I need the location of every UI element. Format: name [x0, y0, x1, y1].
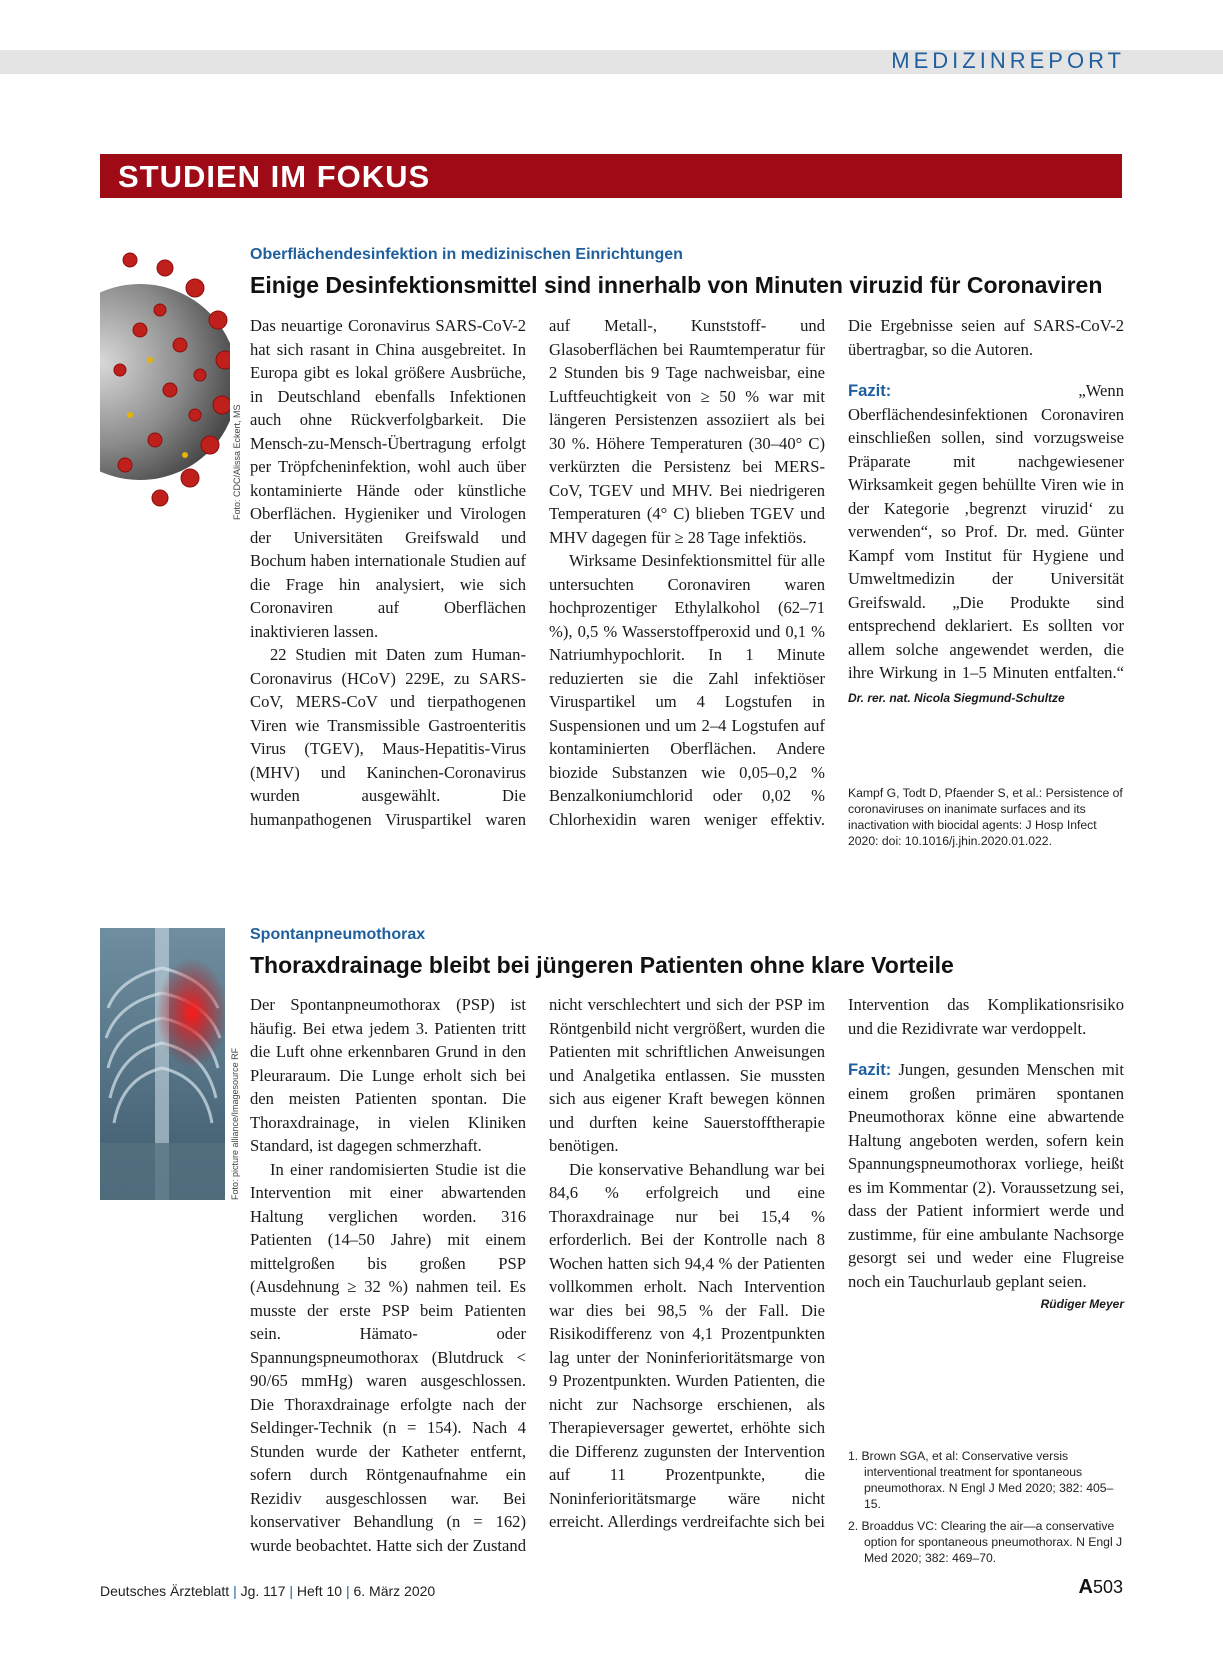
paragraph: 22 Studien mit Daten zum Human-Coronavirus (HCoV) 229E, zu SARS-CoV, MERS-CoV und tierpathogenen Viren wie Transmissible Gastroenteritis Virus (TGEV), Maus-Hepatitis-Virus (MHV) und Kaninchen-Coronavirus wurden ausgewählt. Die humanpathogenen Viruspartikel waren auf Metall-, Kunststoff- und Glasoberflächen bei Raumtemperatur für 2 Stunden bis 9 Tage nachweisbar, eine Luftfeuchtigkeit von ≥ 50 % war mit längeren Persistenzen assoziiert als bei 30 %. Höhere Temperaturen (30–40° C) verkürzten die Persistenz bei MERS-CoV, TGEV und MHV. Bei niedrigeren Temperaturen (4° C) blieben TGEV und MHV dagegen für ≥ 28 Tage infektiös.	[250, 316, 825, 829]
banner-title: STUDIEN IM FOKUS	[118, 159, 431, 194]
author: Dr. rer. nat. Nicola Siegmund-Schultze	[848, 690, 1065, 705]
article2-headline: Thoraxdrainage bleibt bei jüngeren Patienten ohne klare Vorteile	[250, 952, 954, 978]
paragraph: Der Spontanpneumothorax (PSP) ist häufig. Bei etwa jedem 3. Patienten tritt die Luft ohne erkennbaren Grund in den Pleuraraum. Die Lunge erholt sich bei den meisten Patienten spontan. Die Thoraxdrainage, in vielen Kliniken Standard, ist dagegen schmerzhaft.	[250, 995, 526, 1155]
page-number-value: 503	[1092, 1577, 1123, 1597]
paragraph: Wirksame Desinfektionsmittel für alle untersuchten Coronaviren waren hochprozentiger Ethylalkohol (62–71 %), 0,5 % Wasserstoffperoxid und 0,1 % Natriumhypochlorit. In 1 Minute reduzierten sie die Zahl infektiöser Viruspartikel um 4 Logstufen in Suspensionen und um 2–4 Logstufen auf kontaminierten Oberflächen. Andere biozide Substanzen wie 0,05–0,2 % Benzalkoniumchlorid oder 0,02 % Chlorhexidin waren weniger effektiv. Die Ergebnisse seien auf SARS-CoV-2 übertragbar, so die Autoren.	[549, 316, 1124, 829]
fazit-paragraph	[848, 379, 1124, 710]
photo-credit: Foto: CDC/Alissa Eckert, MS	[232, 404, 242, 520]
fazit-label: Fazit:	[848, 1060, 892, 1079]
article1-body	[250, 314, 1124, 852]
reference: 1. Brown SGA, et al: Conservative versis interventional treatment for spontaneous pneumothorax. N Engl J Med 2020; 382: 405–15.	[848, 1449, 1114, 1511]
fazit-label: Fazit:	[848, 381, 892, 400]
paragraph: In einer randomisierten Studie ist die Intervention mit einer abwartenden Haltung verglichen worden. 316 Patienten (14–50 Jahre) mit einem mittelgroßen bis großen PSP (Ausdehnung ≥ 32 %) nahmen teil. Es musste der erste PSP beim Patienten sein. Hämato- oder Spannungspneumothorax (Blutdruck < 90/65 mmHg) waren ausgeschlossen. Die Thoraxdrainage erfolgte nach der Seldinger-Technik (n = 154). Nach 4 Stunden wurde der Katheter entfernt, sofern durch Röntgenaufnahme ein Rezidiv ausgeschlossen war. Bei konservativer Behandlung (n = 162) wurde beobachtet. Hatte sich der Zustand nicht verschlechtert und sich der PSP im Röntgenbild nicht vergrößert, wurden die Patienten mit schriftlichen Anweisungen und Analgetika entlassen. Sie mussten sich aus eigener Kraft bewegen können und durften keine Sauerstofftherapie benötigen.	[250, 995, 825, 1555]
journal-date: 6. März 2020	[353, 1583, 436, 1599]
article1-reference	[848, 785, 1123, 855]
photo-credit: Foto: picture alliance/Imagesource RF	[230, 1047, 240, 1200]
footer: Deutsches Ärzteblatt | Jg. 117 | Heft 10 | 6. März 2020	[100, 1583, 436, 1599]
article2-kicker: Spontanpneumothorax	[250, 926, 426, 943]
paragraph: Die konservative Behandlung war bei 84,6 % erfolgreich und eine Thoraxdrainage nur bei 15,4 % erforderlich. Bei der Kontrolle nach 8 Wochen hatten sich 94,4 % der Patienten vollkommen erholt. Nach Intervention war dies bei 98,5 % der Fall. Die Risikodifferenz von 4,1 Prozentpunkten lag unter der Noninferioritätsmarge von 9 Prozentpunkten. Wurden Patienten, die nicht zur Nachsorge erschienen, als Therapieversager gewertet, erhöhte sich die Differenz zugunsten der Intervention auf 11 Prozentpunkte, die Noninferioritätsmarge wäre nicht erreicht. Allerdings verdreifachte sich bei Intervention das Komplikationsrisiko und die Rezidivrate war verdoppelt.	[549, 995, 1124, 1531]
article2-references	[848, 1448, 1123, 1572]
xray-image	[100, 928, 225, 1200]
reference: 2. Broaddus VC: Clearing the air—a conservative option for spontaneous pneumothorax. N Engl J Med 2020; 382: 469–70.	[848, 1519, 1123, 1565]
article1-headline: Einige Desinfektionsmittel sind innerhalb von Minuten viruzid für Coronaviren	[250, 272, 1103, 298]
coronavirus-illustration	[100, 250, 230, 515]
fazit-text: Jungen, gesunden Menschen mit einem großen primären spontanen Pneumothorax könne eine abwartende Haltung angeboten werden, sofern kein Spannungspneumothorax vorliege, heißt es im Kommentar (2). Voraussetzung sei, dass der Patient informiert werde und zustimme, für eine ambulante Nachsorge gesorgt sei und weder eine Flugreise noch ein Tauchurlaub geplant seien.	[848, 1060, 1124, 1291]
fazit-paragraph	[848, 1058, 1124, 1311]
paragraph: Das neuartige Coronavirus SARS-CoV-2 hat sich rasant in China ausgebreitet. In Europa gibt es lokal größere Ausbrüche, in Deutschland ebenfalls Infektionen auch ohne Rückverfolgbarkeit. Die Mensch-zu-Mensch-Übertragung erfolgt per Tröpfcheninfektion, wohl auch über kontaminierte Hände oder künstliche Oberflächen. Hygieniker und Virologen der Universitäten Greifswald und Bochum haben internationale Studien auf die Frage hin analysiert, wie sich Coronaviren auf Oberflächen inaktivieren lassen.	[250, 316, 526, 641]
journal-issue: Heft 10	[296, 1583, 343, 1599]
page-number	[1079, 1576, 1124, 1599]
reference: Kampf G, Todt D, Pfaender S, et al.: Persistence of coronaviruses on inanimate surfaces and its inactivation with biocidal agents: J Hosp Infect 2020: doi: 10.1016/j.jhin.2020.01.022.	[848, 786, 1123, 848]
author: Rüdiger Meyer	[1040, 1297, 1124, 1311]
journal-year: Jg. 117	[240, 1583, 286, 1599]
fazit-text: „Wenn Oberflächendesinfektionen Coronaviren einschließen sollen, sind vorzugsweise Präparate mit nachgewiesener Wirksamkeit gegen behüllte Viren wie in der Kategorie ‚begrenzt viruzid‘ zu verwenden“, so Prof. Dr. med. Günter Kampf vom Institut für Hygiene und Umweltmedizin der Universität Greifswald. „Die Produkte sind entsprechend deklariert. Es sollten vor allem solche angewendet werden, die ihre Wirkung in 1–5 Minuten entfalten.“	[848, 381, 1124, 682]
journal-name: Deutsches Ärzteblatt	[100, 1583, 230, 1599]
section-banner	[100, 154, 1122, 198]
page-prefix: A	[1078, 1576, 1093, 1598]
section-label: MEDIZINREPORT	[891, 48, 1125, 73]
article1-kicker: Oberflächendesinfektion in medizinischen Einrichtungen	[250, 246, 683, 263]
